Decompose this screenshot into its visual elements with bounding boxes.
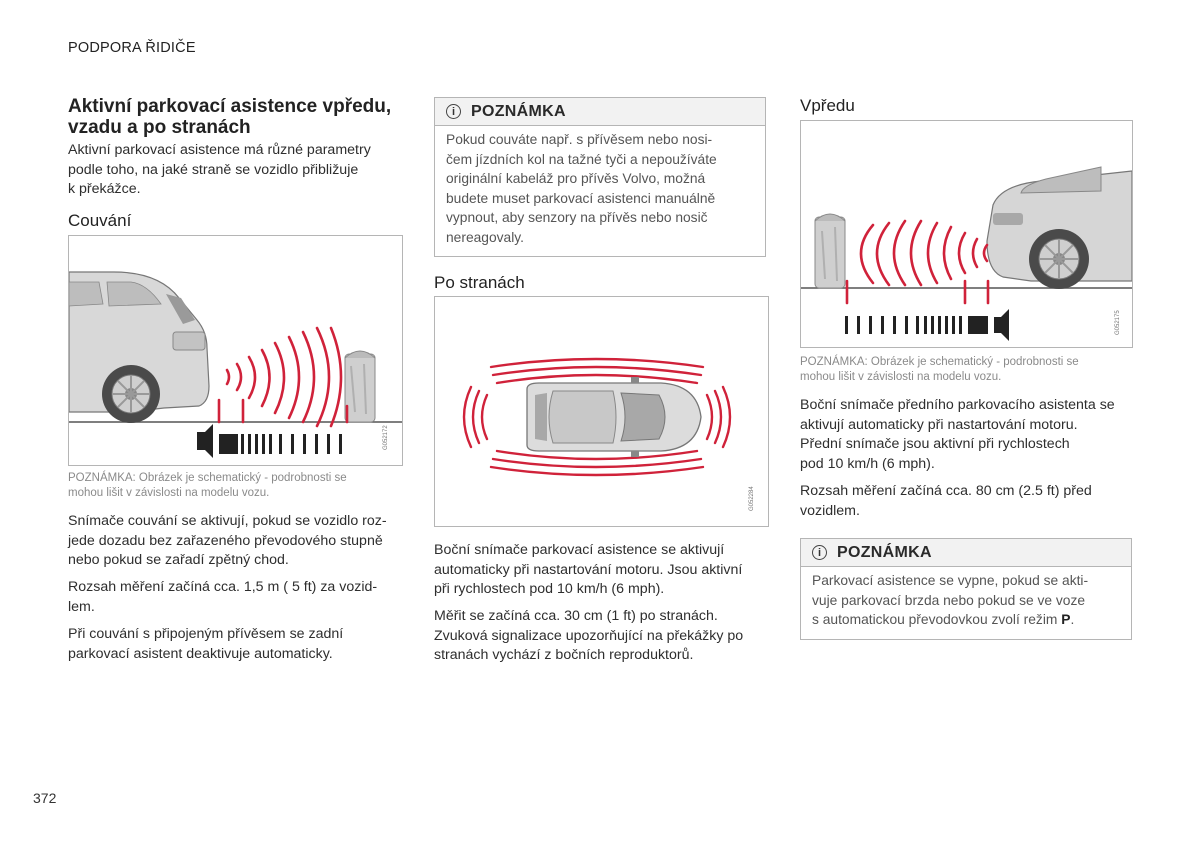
text-line: při rychlostech pod 10 km/h (6 mph). [434, 581, 665, 598]
figure-code: G052284 [749, 486, 755, 511]
intro-line: podle toho, na jaké straně se vozidlo přibližuje [68, 161, 359, 178]
figure-front [800, 120, 1133, 348]
caption-line: POZNÁMKA: Obrázek je schematický - podrobnosti se [800, 356, 1079, 368]
caption-line: POZNÁMKA: Obrázek je schematický - podrobnosti se [68, 472, 347, 484]
text-line: Boční snímače předního parkovacího asistenta se [800, 397, 1115, 413]
bollard-icon [345, 351, 375, 422]
reversing-illustration [69, 236, 402, 465]
paragraph [800, 396, 1140, 474]
gear-mode: P [1061, 612, 1071, 628]
page-number: 372 [33, 790, 57, 806]
intro-line: k překážce. [68, 181, 141, 198]
title-line-1: Aktivní parkovací asistence vpředu, [68, 96, 392, 117]
text-line: pod 10 km/h (6 mph). [800, 455, 935, 472]
subtitle-sides: Po stranách [434, 273, 525, 292]
figure-reversing [68, 235, 403, 466]
note-box [434, 97, 766, 257]
paragraph [434, 541, 769, 600]
note-text [435, 126, 765, 256]
sides-illustration [435, 297, 768, 526]
subtitle-reversing: Couvání [68, 211, 132, 230]
text-line: Při couvání s připojeným přívěsem se zadní [68, 626, 344, 642]
figure-sides [434, 296, 769, 527]
section-header: PODPORA ŘIDIČE [68, 40, 196, 56]
note-line: Parkovací asistence se vypne, pokud se akti- [812, 573, 1089, 588]
text-line: nebo pokud se zařadí zpětný chod. [68, 552, 289, 569]
car-front-icon [987, 167, 1132, 289]
paragraph [434, 607, 769, 666]
paragraph [800, 482, 1140, 521]
caption-line: mohou lišit v závislosti na modelu vozu. [68, 487, 270, 499]
text-line: vozidlem. [800, 502, 860, 519]
figure-caption [800, 355, 1135, 385]
note-line-end: . [1070, 612, 1075, 628]
note-line: vypnout, aby senzory na přívěs nebo nosič [446, 210, 708, 226]
note-line: budete muset parkovací asistenci manuálně [446, 190, 716, 206]
note-line: Pokud couváte např. s přívěsem nebo nosi- [446, 132, 713, 147]
car-rear-icon [69, 272, 209, 423]
text-line: Měřit se začíná cca. 30 cm (1 ft) po stranách. [434, 608, 718, 624]
text-line: aktivují automaticky při nastartování motoru. [800, 416, 1078, 433]
sensor-waves [219, 328, 347, 426]
note-box [800, 538, 1132, 640]
note-line: čem jízdních kol na tažné tyči a nepoužíváte [446, 151, 717, 167]
text-line: parkovací asistent deaktivuje automaticky. [68, 645, 333, 662]
front-illustration [801, 121, 1132, 347]
distance-bar-icon [845, 309, 1009, 341]
figure-code: G052175 [1115, 310, 1121, 335]
text-line: Rozsah měření začíná cca. 1,5 m ( 5 ft) za vozid- [68, 579, 378, 595]
text-line: lem. [68, 598, 95, 615]
note-title: POZNÁMKA [837, 543, 932, 561]
paragraph [68, 578, 403, 617]
note-line: vuje parkovací brzda nebo pokud se ve voze [812, 592, 1086, 608]
intro-paragraph [68, 141, 398, 200]
distance-bar-icon [197, 424, 342, 458]
text-line: jede dozadu bez zařazeného převodového stupně [68, 532, 383, 549]
note-line [812, 610, 1121, 630]
text-line: automaticky při nastartování motoru. Jsou aktivní [434, 561, 743, 578]
note-line: nereagovaly. [446, 229, 524, 245]
info-icon: i [446, 104, 461, 119]
figure-caption [68, 471, 403, 501]
note-line-text: s automatickou převodovkou zvolí režim [812, 612, 1062, 628]
note-text [801, 567, 1131, 638]
intro-line: Aktivní parkovací asistence má různé parametry [68, 142, 371, 158]
text-line: stranách vychází z bočních reproduktorů. [434, 647, 694, 664]
note-header [801, 539, 1131, 567]
bollard-icon [815, 214, 845, 288]
note-header [435, 98, 765, 126]
text-line: Boční snímače parkovací asistence se aktivují [434, 542, 725, 558]
text-line: Rozsah měření začíná cca. 80 cm (2.5 ft) před [800, 483, 1092, 499]
page-title [68, 96, 398, 138]
car-top-icon [527, 377, 701, 457]
text-line: Přední snímače jsou aktivní při rychlostech [800, 436, 1070, 453]
figure-code: G052172 [383, 425, 389, 450]
text-line: Zvuková signalizace upozorňující na překážky po [434, 627, 744, 644]
paragraph [68, 512, 403, 571]
title-line-2: vzadu a po stranách [68, 117, 251, 138]
paragraph [68, 625, 403, 664]
info-icon: i [812, 545, 827, 560]
caption-line: mohou lišit v závislosti na modelu vozu. [800, 371, 1002, 383]
sensor-waves [847, 221, 988, 303]
text-line: Snímače couvání se aktivují, pokud se vozidlo roz- [68, 513, 387, 529]
subtitle-front: Vpředu [800, 96, 855, 115]
note-line: originální kabeláž pro přívěs Volvo, možná [446, 171, 706, 187]
note-title: POZNÁMKA [471, 102, 566, 120]
